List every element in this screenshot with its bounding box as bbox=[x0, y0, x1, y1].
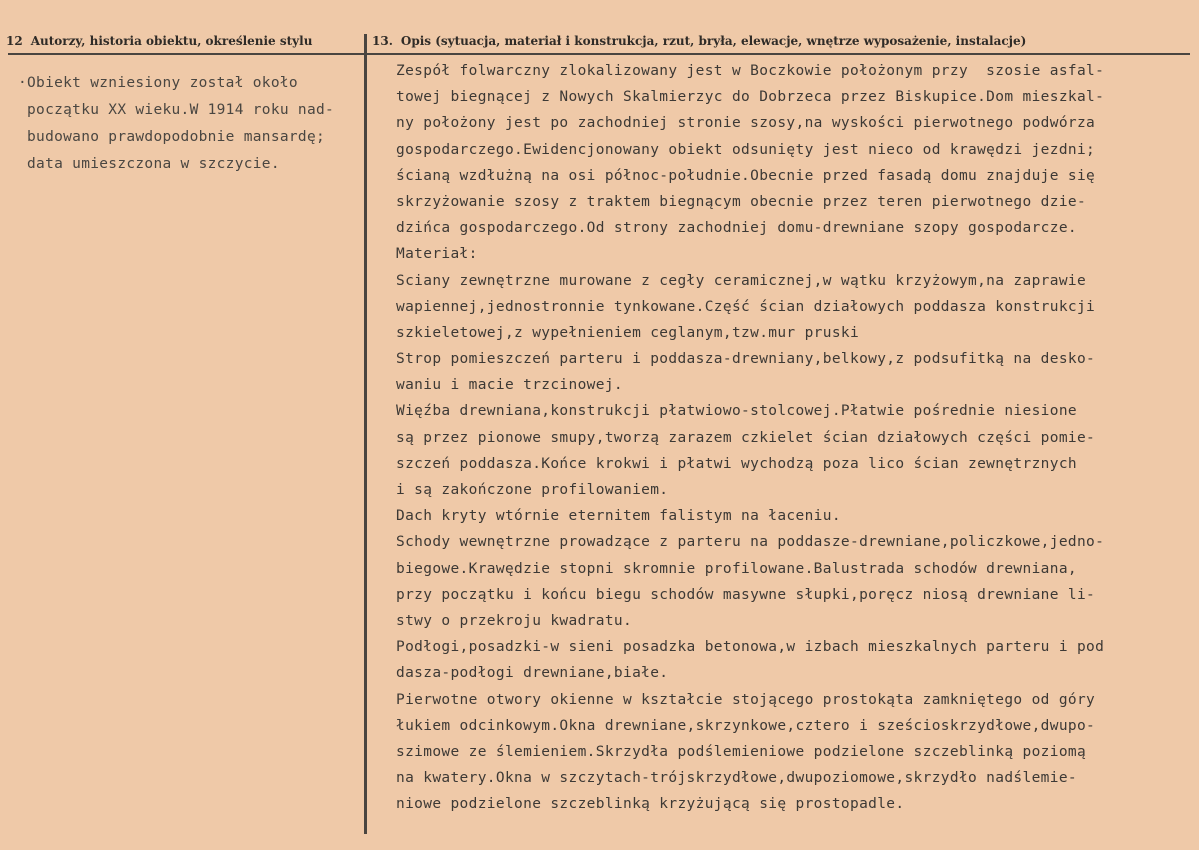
text-line: Schody wewnętrzne prowadzące z parteru na poddasze-drewniane,policzkowe,jedno- bbox=[396, 534, 1105, 551]
text-line: Dach kryty wtórnie eternitem falistym na łaceniu. bbox=[396, 508, 841, 525]
text-line: dasza-podłogi drewniane,białe. bbox=[396, 665, 669, 682]
text-line: budowano prawdopodobnie mansardę; bbox=[18, 129, 326, 145]
text-line: Więźba drewniana,konstrukcji płatwiowo-stolcowej.Płatwie pośrednie niesione bbox=[396, 403, 1077, 420]
text-line: i są zakończone profilowaniem. bbox=[396, 482, 669, 498]
section-12-title: Autorzy, historia obiektu, określenie stylu bbox=[30, 34, 313, 48]
text-line: są przez pionowe smupy,tworzą zarazem czkielet ścian działowych części pomie- bbox=[396, 429, 1096, 446]
text-line: Sciany zewnętrzne murowane z cegły ceramicznej,w wątku krzyżowym,na zaprawie bbox=[396, 272, 1087, 289]
text-line: łukiem odcinkowym.Okna drewniane,skrzynkowe,cztero i sześcioskrzydłowe,dwupo- bbox=[396, 717, 1096, 734]
text-line: Pierwotne otwory okienne w kształcie stojącego prostokąta zamkniętego od góry bbox=[396, 691, 1096, 708]
text-line: na kwatery.Okna w szczytach-trójskrzydłowe,dwupoziomowe,skrzydło nadślemie- bbox=[396, 770, 1077, 787]
text-line: ścianą wzdłużną na osi północ-południe.Obecnie przed fasadą domu znajduje się bbox=[396, 167, 1096, 184]
text-line: waniu i macie trzcinowej. bbox=[396, 377, 623, 394]
text-line: szimowe ze ślemieniem.Skrzydła podślemieniowe podzielone szczeblinką poziomą bbox=[396, 743, 1087, 760]
header-divider bbox=[8, 53, 1190, 55]
section-12-number: 12 bbox=[6, 34, 23, 48]
text-line: niowe podzielone szczeblinką krzyżującą się prostopadle. bbox=[396, 796, 905, 813]
text-line: początku XX wieku.W 1914 roku nad- bbox=[18, 102, 335, 118]
section-13-header bbox=[372, 34, 1026, 48]
text-line: stwy o przekroju kwadratu. bbox=[396, 612, 633, 629]
text-line: szkieletowej,z wypełnieniem ceglanym,tzw.mur pruski bbox=[396, 324, 860, 341]
text-line: szczeń poddasza.Końce krokwi i płatwi wychodzą poza lico ścian zewnętrznych bbox=[396, 455, 1077, 472]
text-line: biegowe.Krawędzie stopni skromnie profilowane.Balustrada schodów drewniana, bbox=[396, 560, 1077, 577]
text-line: wapiennej,jednostronnie tynkowane.Część ścian działowych poddasza konstrukcji bbox=[396, 298, 1096, 315]
text-line: data umieszczona w szczycie. bbox=[18, 156, 280, 172]
section-13-text bbox=[396, 58, 1191, 817]
section-13-number: 13. bbox=[372, 34, 393, 48]
section-12-header bbox=[6, 34, 312, 48]
column-divider bbox=[364, 34, 367, 834]
section-13-title: Opis (sytuacja, materiał i konstrukcja, rzut, bryła, elewacje, wnętrze wyposażenie, instalacje) bbox=[400, 34, 1027, 48]
text-line: gospodarczego.Ewidencjonowany obiekt odsunięty jest nieco od krawędzi jezdni; bbox=[396, 141, 1096, 158]
text-line: dzińca gospodarczego.Od strony zachodniej domu-drewniane szopy gospodarcze. bbox=[396, 220, 1077, 237]
text-line: Podłogi,posadzki-w sieni posadzka betonowa,w izbach mieszkalnych parteru i pod bbox=[396, 639, 1105, 656]
text-line: Strop pomieszczeń parteru i poddasza-drewniany,belkowy,z podsufitką na desko- bbox=[396, 351, 1096, 368]
text-line: ny położony jest po zachodniej stronie szosy,na wyskości pierwotnego podwórza bbox=[396, 115, 1096, 132]
text-line: przy początku i końcu biegu schodów masywne słupki,poręcz niosą drewniane li- bbox=[396, 586, 1096, 603]
text-line: ·Obiekt wzniesiony został około bbox=[18, 75, 298, 91]
text-line: Zespół folwarczny zlokalizowany jest w Boczkowie położonym przy szosie asfal- bbox=[396, 63, 1105, 79]
section-12-text bbox=[18, 70, 358, 178]
text-line: Materiał: bbox=[396, 246, 478, 263]
text-line: towej biegnącej z Nowych Skalmierzyc do Dobrzeca przez Biskupice.Dom mieszkal- bbox=[396, 89, 1105, 106]
text-line: skrzyżowanie szosy z traktem biegnącym obecnie przez teren pierwotnego dzie- bbox=[396, 193, 1087, 210]
